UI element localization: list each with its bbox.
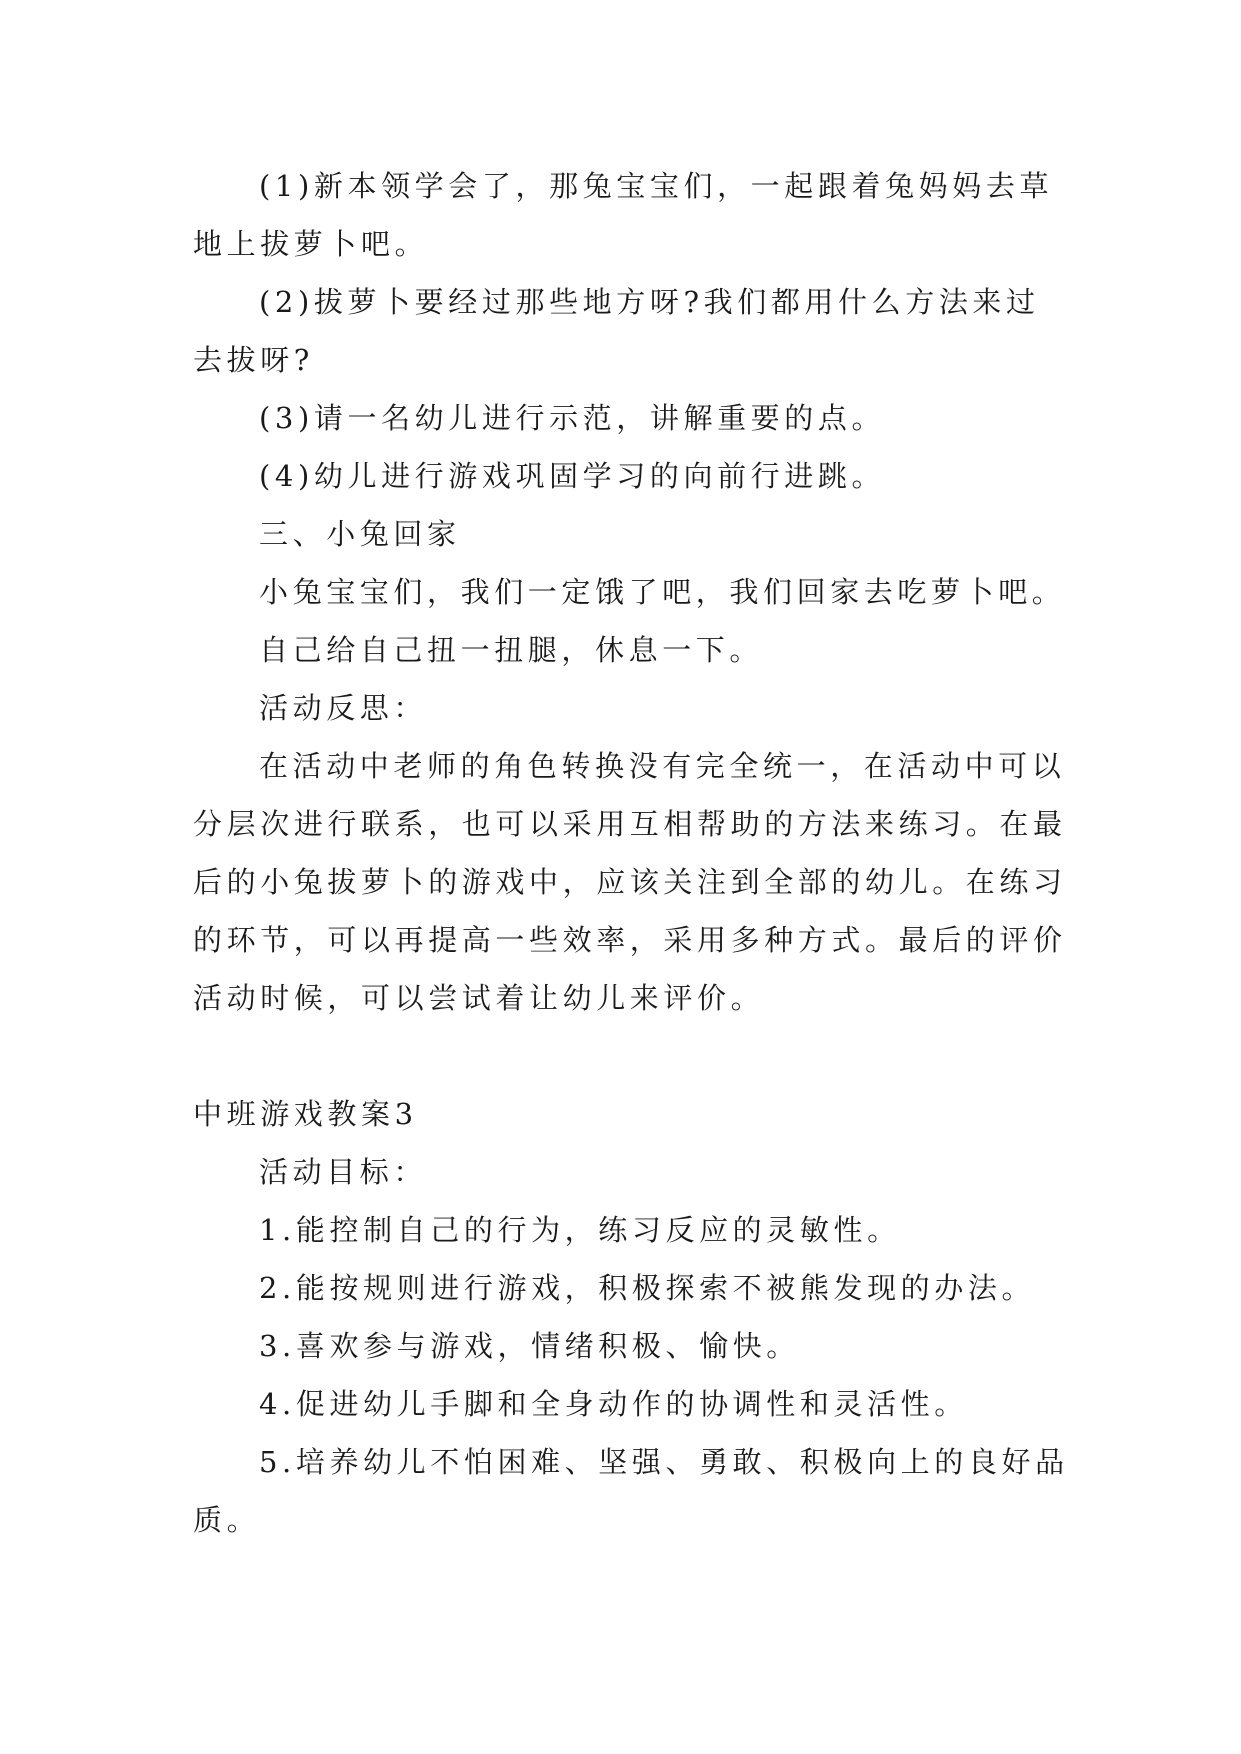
goal-item: 2.能按规则进行游戏，积极探索不被熊发现的办法。 (259, 1271, 1036, 1305)
paragraph: 自己给自己扭一扭腿，休息一下。 (259, 633, 764, 667)
section-title: 中班游戏教案3 (193, 1097, 418, 1131)
document-body (193, 157, 1073, 1549)
paragraph: (2)拔萝卜要经过那些地方呀?我们都用什么方法来过去拔呀? (193, 285, 1040, 377)
paragraph: (4)幼儿进行游戏巩固学习的向前行进跳。 (259, 459, 886, 493)
paragraph: (1)新本领学会了，那兔宝宝们，一起跟着兔妈妈去草地上拔萝卜吧。 (193, 169, 1054, 261)
goal-item: 5.培养幼儿不怕困难、坚强、勇敢、积极向上的良好品质。 (193, 1445, 1069, 1537)
goal-item: 1.能控制自己的行为，练习反应的灵敏性。 (259, 1213, 901, 1247)
reflection-heading: 活动反思： (259, 691, 428, 725)
section-heading: 三、小兔回家 (259, 517, 461, 551)
goals-heading: 活动目标： (259, 1155, 428, 1189)
goal-item: 4.促进幼儿手脚和全身动作的协调性和灵活性。 (259, 1387, 968, 1421)
paragraph: (3)请一名幼儿进行示范，讲解重要的点。 (259, 401, 886, 435)
section-gap (193, 1027, 1073, 1085)
reflection-paragraph: 在活动中老师的角色转换没有完全统一，在活动中可以分层次进行联系，也可以采用互相帮助的方法来练习。在最后的小兔拔萝卜的游戏中，应该关注到全部的幼儿。在练习的环节，可以再提高一些效率，采用多种方式。最后的评价活动时候，可以尝试着让幼儿来评价。 (193, 749, 1067, 1015)
goal-item: 3.喜欢参与游戏，情绪积极、愉快。 (259, 1329, 800, 1363)
paragraph: 小兔宝宝们，我们一定饿了吧，我们回家去吃萝卜吧。 (259, 575, 1066, 609)
